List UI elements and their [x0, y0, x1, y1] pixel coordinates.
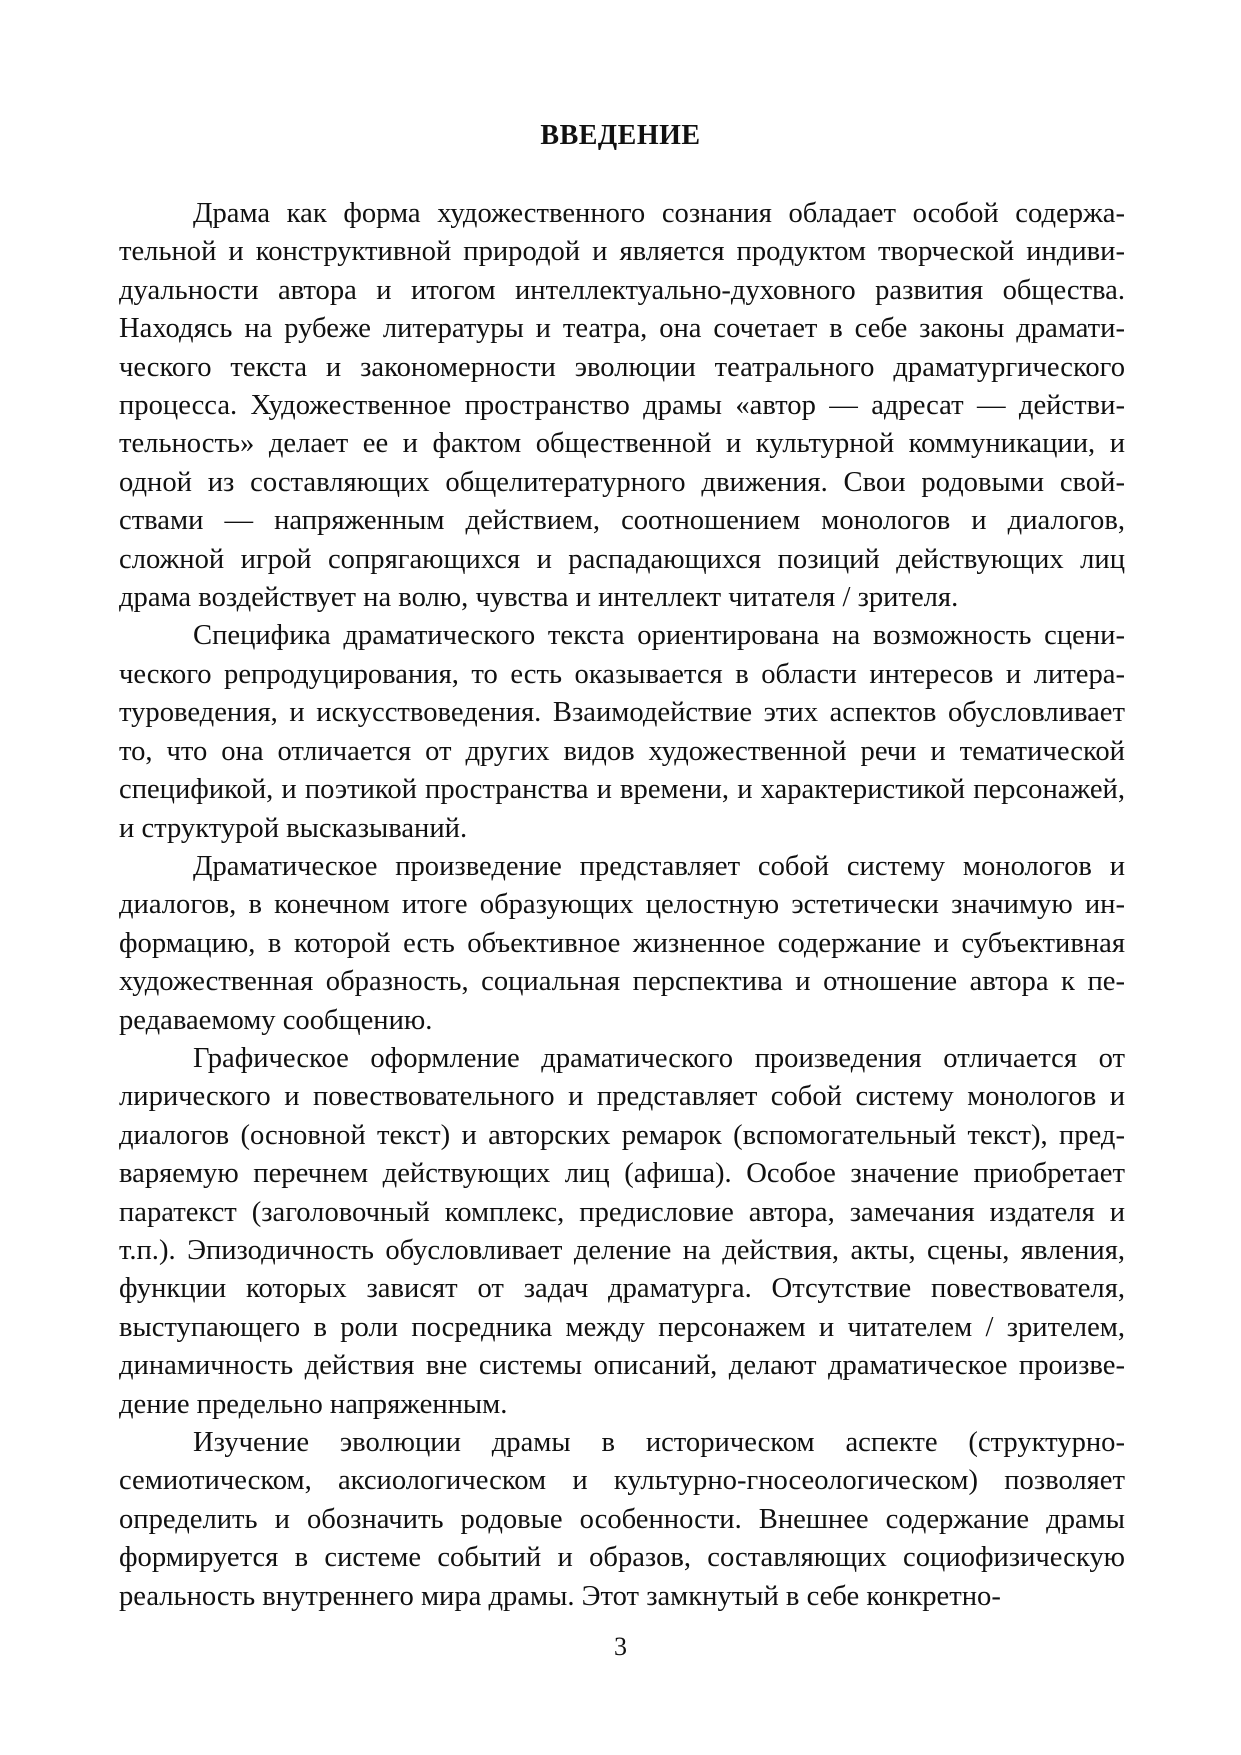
body-text [119, 195, 1125, 1616]
paragraph-4: Графическое оформление драматического произведения отличается от лирического и повествовательного и представляет собой систему монологов и диалогов (основной текст) и авторских ремарок (вспомогательный текст), предваряемую перечнем действующих лиц (афиша). Особое значение приобретает паратекст (заголовочный комплекс, предисловие автора, замечания издателя и т.п.). Эпизодичность обусловливает деление на действия, акты, сцены, явления, функции которых зависят от задач драматурга. Отсутствие повествователя, выступающего в роли посредника между персонажем и читателем / зрителем, динамичность действия вне системы описаний, делают драматическое произведение предельно напряженным. [119, 1042, 1125, 1420]
paragraph-2: Специфика драматического текста ориентирована на возможность сценического репродуцирования, то есть оказывается в области интересов и литературоведения, и искусствоведения. Взаимодействие этих аспектов обусловливает то, что она отличается от других видов художественной речи и тематической спецификой, и поэтикой пространства и времени, и характеристикой персонажей, и структурой высказываний. [119, 620, 1125, 844]
page-heading: ВВЕДЕНИЕ [540, 120, 701, 151]
paragraph-1: Драма как форма художественного сознания обладает особой содержательной и конструктивной природой и является продуктом творческой индивидуальности автора и итогом интеллектуально-духовного развития общества. Находясь на рубеже литературы и театра, она сочетает в себе законы драматического текста и закономерности эволюции театрального драматургического процесса. Художественное пространство драмы «автор — адресат — действительность» делает ее и фактом общественной и культурной коммуникации, и одной из составляющих общелитературного движения. Свои родовыми свойствами — напряженным действием, соотношением монологов и диалогов, сложной игрой сопрягающихся и распадающихся позиций действующих лиц драма воздействует на волю, чувства и интеллект читателя / зрителя. [119, 198, 1125, 614]
paragraph-3: Драматическое произведение представляет собой систему монологов и диалогов, в конечном итоге образующих целостную эстетически значимую информацию, в которой есть объективное жизненное содержание и субъективная художественная образность, социальная перспектива и отношение автора к передаваемому сообщению. [119, 850, 1125, 1036]
paragraph-5: Изучение эволюции драмы в историческом аспекте (структурно-семиотическом, аксиологическом и культурно-гносеологическом) позволяет определить и обозначить родовые особенности. Внешнее содержание драмы формируется в системе событий и образов, составляющих социофизическую реальность внутреннего мира драмы. Этот замкнутый в себе конкретно- [119, 1427, 1125, 1612]
page-number: 3 [614, 1632, 627, 1661]
